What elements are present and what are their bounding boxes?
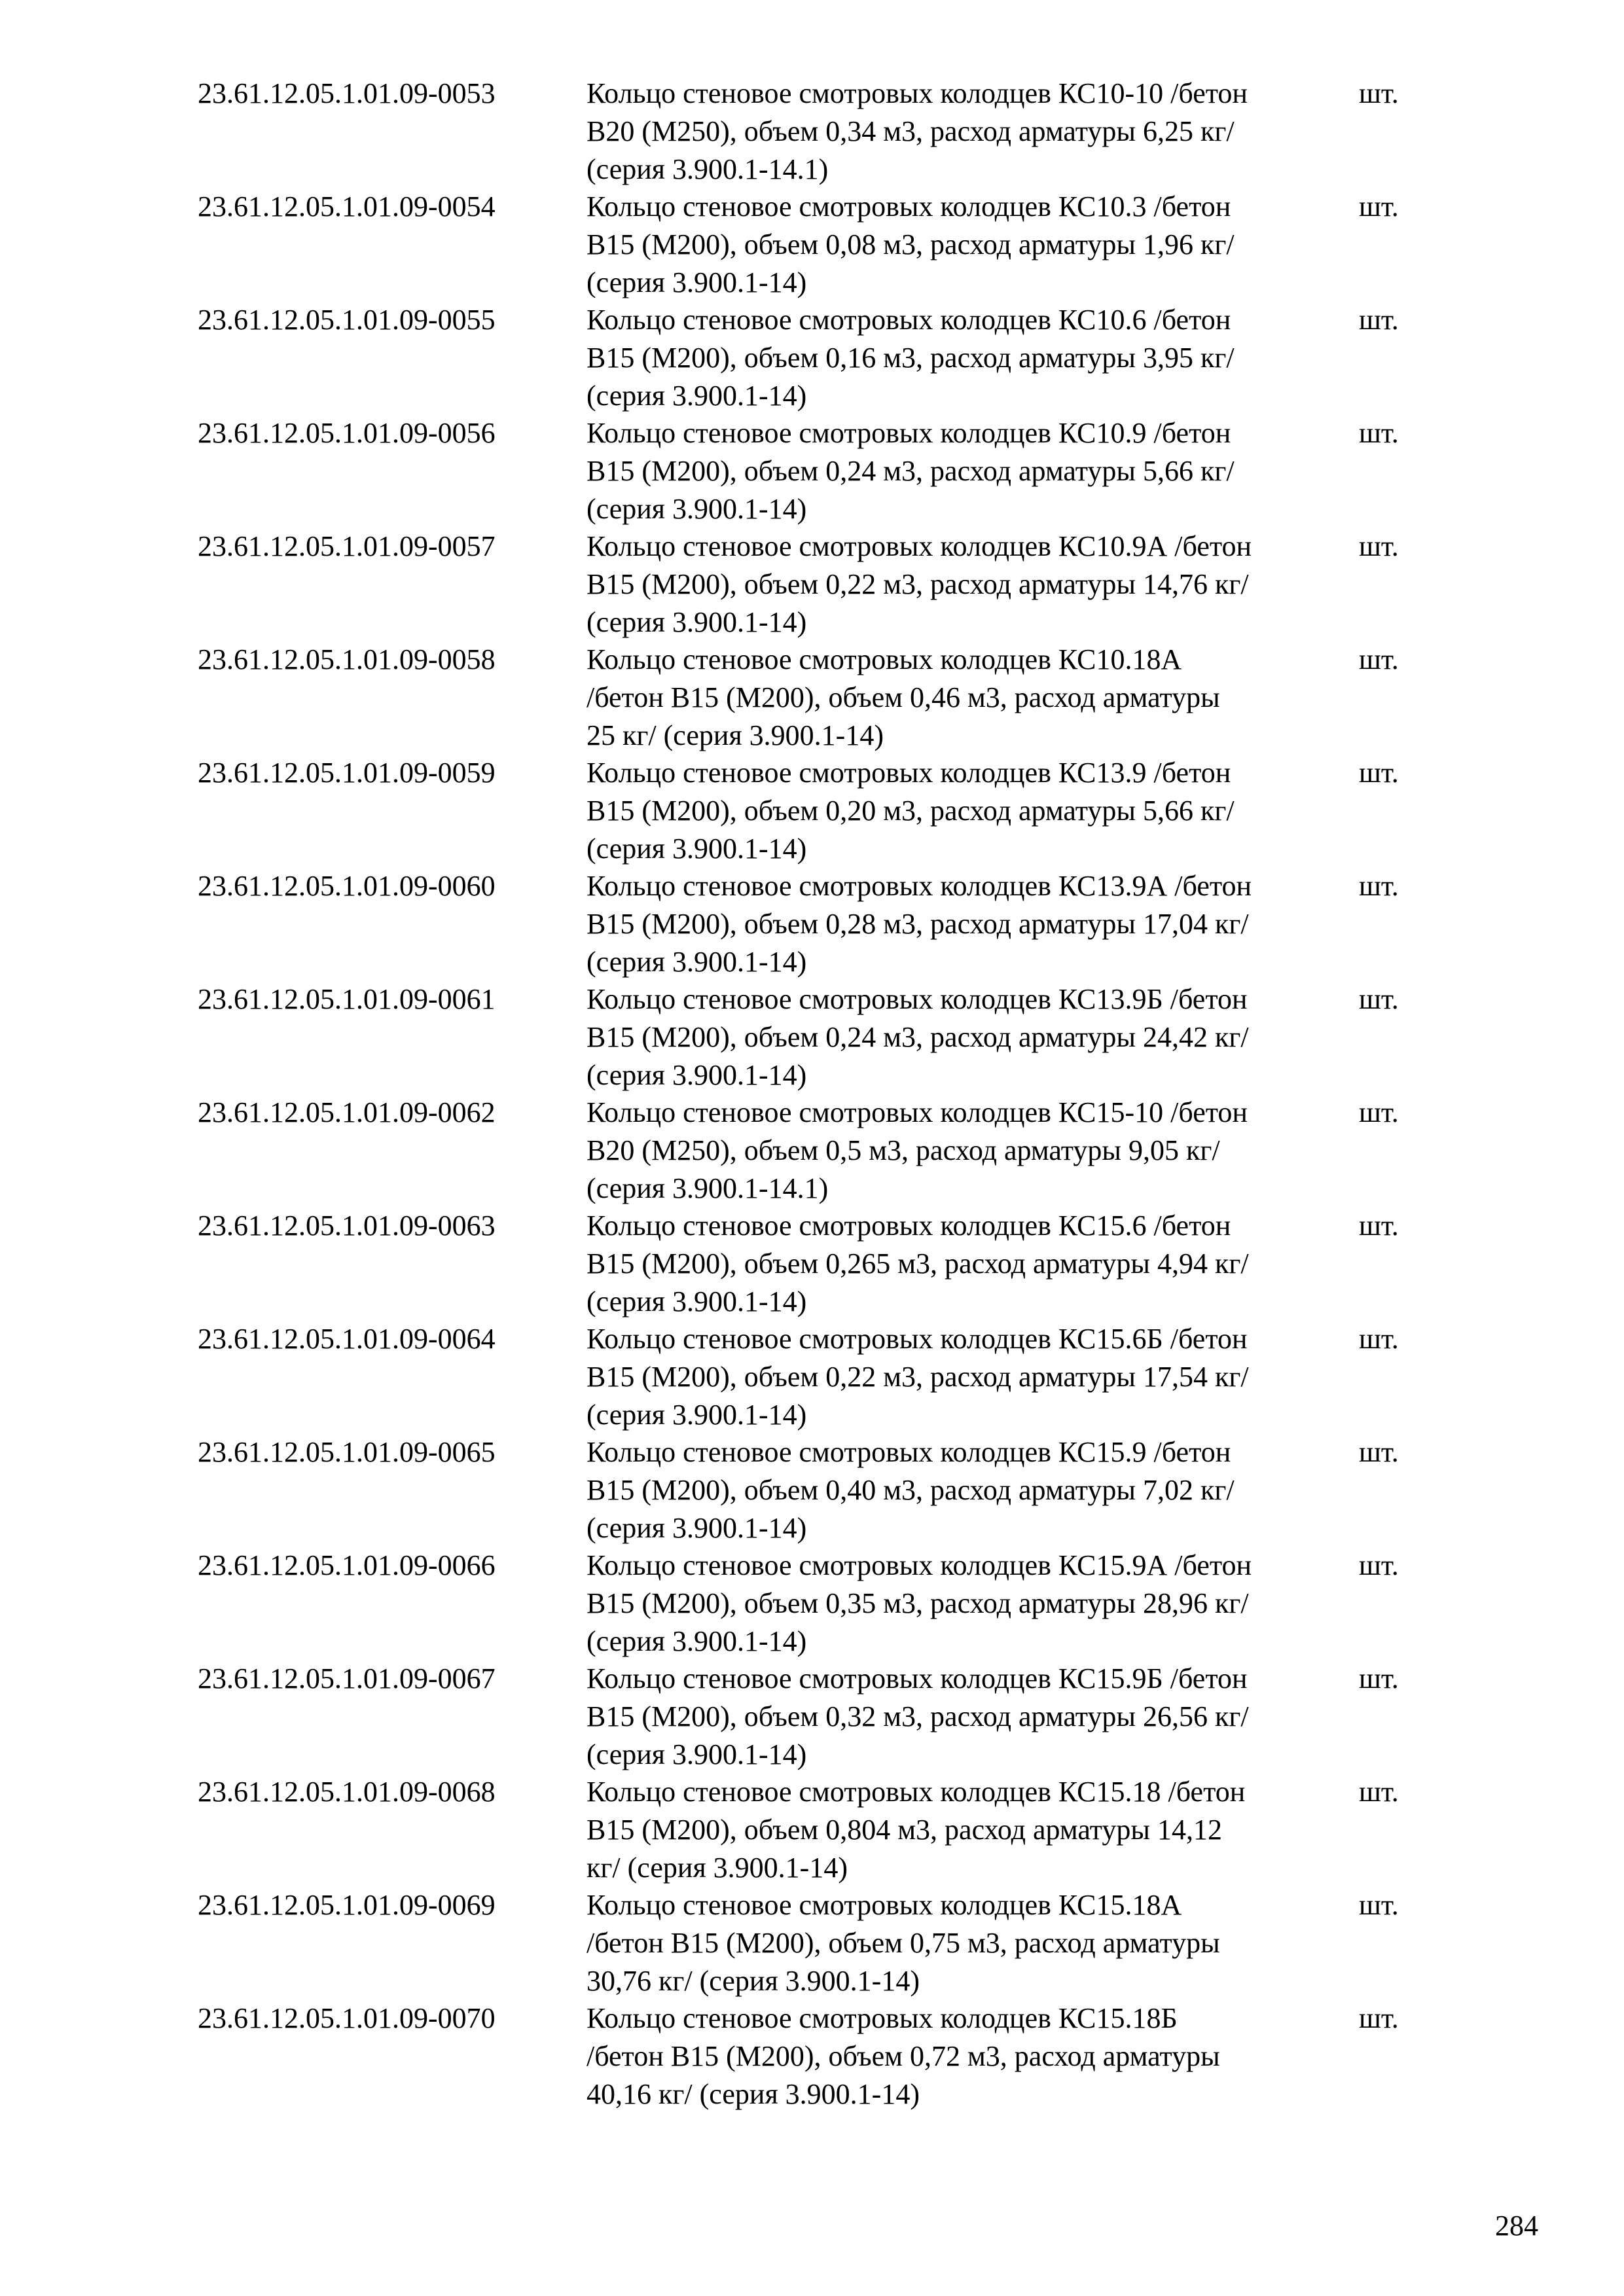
description-line: В20 (М250), объем 0,34 м3, расход арматуры 6,25 кг/ <box>586 115 1235 147</box>
description-line: (серия 3.900.1-14.1) <box>586 1172 829 1204</box>
description-line: Кольцо стеновое смотровых колодцев КС10.18А <box>586 643 1182 675</box>
description-line: кг/ (серия 3.900.1-14) <box>586 1852 848 1884</box>
resource-unit: шт. <box>1359 530 1399 562</box>
resource-description <box>586 301 1352 415</box>
resource-list <box>0 75 1624 2113</box>
resource-unit: шт. <box>1359 1889 1399 1921</box>
resource-description <box>586 1320 1352 1434</box>
description-line: Кольцо стеновое смотровых колодцев КС15.18А <box>586 1889 1182 1921</box>
resource-unit: шт. <box>1359 1549 1399 1581</box>
resource-code: 23.61.12.05.1.01.09-0066 <box>198 1549 496 1581</box>
description-line: В15 (М200), объем 0,22 м3, расход арматуры 14,76 кг/ <box>586 568 1249 600</box>
resource-code: 23.61.12.05.1.01.09-0056 <box>198 417 496 449</box>
resource-row <box>0 1660 1624 1773</box>
description-line: (серия 3.900.1-14) <box>586 493 807 525</box>
description-line: Кольцо стеновое смотровых колодцев КС15.6 /бетон <box>586 1210 1231 1242</box>
resource-code: 23.61.12.05.1.01.09-0054 <box>198 190 496 223</box>
resource-code: 23.61.12.05.1.01.09-0061 <box>198 983 496 1015</box>
description-line: Кольцо стеновое смотровых колодцев КС13.9 /бетон <box>586 757 1231 789</box>
description-line: Кольцо стеновое смотровых колодцев КС10-10 /бетон <box>586 77 1248 109</box>
resource-row <box>0 528 1624 641</box>
resource-unit: шт. <box>1359 757 1399 789</box>
resource-code: 23.61.12.05.1.01.09-0060 <box>198 870 496 902</box>
description-line: 40,16 кг/ (серия 3.900.1-14) <box>586 2078 920 2110</box>
resource-code: 23.61.12.05.1.01.09-0063 <box>198 1210 496 1242</box>
resource-unit: шт. <box>1359 190 1399 223</box>
description-line: В15 (М200), объем 0,20 м3, расход арматуры 5,66 кг/ <box>586 795 1235 827</box>
resource-unit: шт. <box>1359 1662 1399 1695</box>
resource-description <box>586 188 1352 302</box>
resource-code: 23.61.12.05.1.01.09-0070 <box>198 2002 496 2034</box>
description-line: Кольцо стеновое смотровых колодцев КС10.9 /бетон <box>586 417 1231 449</box>
description-line: В15 (М200), объем 0,804 м3, расход арматуры 14,12 <box>586 1814 1222 1846</box>
description-line: (серия 3.900.1-14) <box>586 1059 807 1091</box>
description-line: (серия 3.900.1-14) <box>586 1512 807 1544</box>
resource-code: 23.61.12.05.1.01.09-0068 <box>198 1776 496 1808</box>
resource-description <box>586 1886 1352 2000</box>
resource-row <box>0 188 1624 301</box>
description-line: (серия 3.900.1-14.1) <box>586 153 829 185</box>
resource-unit: шт. <box>1359 1096 1399 1128</box>
resource-code: 23.61.12.05.1.01.09-0065 <box>198 1436 496 1468</box>
resource-row <box>0 1207 1624 1320</box>
resource-description <box>586 1660 1352 1774</box>
resource-description <box>586 414 1352 528</box>
resource-description <box>586 980 1352 1094</box>
description-line: (серия 3.900.1-14) <box>586 1399 807 1431</box>
description-line: Кольцо стеновое смотровых колодцев КС15.9Б /бетон <box>586 1662 1248 1695</box>
description-line: Кольцо стеновое смотровых колодцев КС15.18 /бетон <box>586 1776 1246 1808</box>
description-line: 30,76 кг/ (серия 3.900.1-14) <box>586 1965 920 1997</box>
description-line: Кольцо стеновое смотровых колодцев КС15.9 /бетон <box>586 1436 1231 1468</box>
resource-unit: шт. <box>1359 870 1399 902</box>
description-line: (серия 3.900.1-14) <box>586 1738 807 1770</box>
description-line: В15 (М200), объем 0,08 м3, расход арматуры 1,96 кг/ <box>586 228 1235 260</box>
resource-description <box>586 754 1352 868</box>
resource-code: 23.61.12.05.1.01.09-0062 <box>198 1096 496 1128</box>
resource-row <box>0 1547 1624 1660</box>
resource-description <box>586 1433 1352 1547</box>
description-line: В15 (М200), объем 0,22 м3, расход арматуры 17,54 кг/ <box>586 1361 1249 1393</box>
description-line: Кольцо стеновое смотровых колодцев КС10.6 /бетон <box>586 304 1231 336</box>
description-line: В15 (М200), объем 0,35 м3, расход арматуры 28,96 кг/ <box>586 1587 1249 1619</box>
description-line: 25 кг/ (серия 3.900.1-14) <box>586 719 884 751</box>
resource-unit: шт. <box>1359 77 1399 109</box>
resource-code: 23.61.12.05.1.01.09-0064 <box>198 1323 496 1355</box>
resource-description <box>586 1207 1352 1321</box>
description-line: (серия 3.900.1-14) <box>586 1625 807 1657</box>
resource-row <box>0 414 1624 528</box>
resource-unit: шт. <box>1359 1323 1399 1355</box>
resource-code: 23.61.12.05.1.01.09-0053 <box>198 77 496 109</box>
resource-description <box>586 1773 1352 1887</box>
resource-row <box>0 641 1624 754</box>
description-line: В15 (М200), объем 0,265 м3, расход арматуры 4,94 кг/ <box>586 1247 1249 1280</box>
description-line: В15 (М200), объем 0,16 м3, расход арматуры 3,95 кг/ <box>586 342 1235 374</box>
resource-unit: шт. <box>1359 983 1399 1015</box>
resource-code: 23.61.12.05.1.01.09-0058 <box>198 643 496 675</box>
resource-description <box>586 528 1352 641</box>
description-line: (серия 3.900.1-14) <box>586 946 807 978</box>
resource-row <box>0 75 1624 188</box>
description-line: Кольцо стеновое смотровых колодцев КС15.9А /бетон <box>586 1549 1252 1581</box>
resource-row <box>0 1886 1624 2000</box>
resource-unit: шт. <box>1359 643 1399 675</box>
resource-unit: шт. <box>1359 1210 1399 1242</box>
resource-code: 23.61.12.05.1.01.09-0059 <box>198 757 496 789</box>
resource-row <box>0 301 1624 414</box>
description-line: Кольцо стеновое смотровых колодцев КС15-10 /бетон <box>586 1096 1248 1128</box>
resource-unit: шт. <box>1359 1776 1399 1808</box>
description-line: (серия 3.900.1-14) <box>586 1285 807 1318</box>
resource-description <box>586 1094 1352 1208</box>
description-line: В15 (М200), объем 0,28 м3, расход арматуры 17,04 кг/ <box>586 908 1249 940</box>
description-line: В15 (М200), объем 0,32 м3, расход арматуры 26,56 кг/ <box>586 1700 1249 1732</box>
description-line: (серия 3.900.1-14) <box>586 606 807 638</box>
resource-description <box>586 1547 1352 1660</box>
description-line: Кольцо стеновое смотровых колодцев КС15.6Б /бетон <box>586 1323 1248 1355</box>
resource-row <box>0 1094 1624 1207</box>
resource-code: 23.61.12.05.1.01.09-0055 <box>198 304 496 336</box>
resource-unit: шт. <box>1359 417 1399 449</box>
resource-description <box>586 867 1352 981</box>
resource-row <box>0 1433 1624 1547</box>
resource-unit: шт. <box>1359 304 1399 336</box>
description-line: Кольцо стеновое смотровых колодцев КС15.18Б <box>586 2002 1178 2034</box>
resource-description <box>586 75 1352 188</box>
description-line: Кольцо стеновое смотровых колодцев КС13.9Б /бетон <box>586 983 1248 1015</box>
description-line: (серия 3.900.1-14) <box>586 266 807 298</box>
description-line: Кольцо стеновое смотровых колодцев КС10.3 /бетон <box>586 190 1231 223</box>
description-line: Кольцо стеновое смотровых колодцев КС13.9А /бетон <box>586 870 1252 902</box>
description-line: /бетон В15 (М200), объем 0,72 м3, расход арматуры <box>586 2040 1220 2072</box>
description-line: /бетон В15 (М200), объем 0,75 м3, расход арматуры <box>586 1927 1220 1959</box>
resource-row <box>0 980 1624 1094</box>
description-line: Кольцо стеновое смотровых колодцев КС10.9А /бетон <box>586 530 1252 562</box>
description-line: В15 (М200), объем 0,40 м3, расход арматуры 7,02 кг/ <box>586 1474 1235 1506</box>
resource-unit: шт. <box>1359 2002 1399 2034</box>
description-line: (серия 3.900.1-14) <box>586 833 807 865</box>
resource-row <box>0 1773 1624 1886</box>
resource-unit: шт. <box>1359 1436 1399 1468</box>
resource-code: 23.61.12.05.1.01.09-0067 <box>198 1662 496 1695</box>
resource-row <box>0 754 1624 867</box>
description-line: В20 (М250), объем 0,5 м3, расход арматуры 9,05 кг/ <box>586 1134 1220 1166</box>
resource-code: 23.61.12.05.1.01.09-0057 <box>198 530 496 562</box>
resource-description <box>586 2000 1352 2113</box>
page-number: 284 <box>1495 2210 1538 2242</box>
description-line: В15 (М200), объем 0,24 м3, расход арматуры 24,42 кг/ <box>586 1021 1249 1053</box>
resource-row <box>0 867 1624 980</box>
description-line: (серия 3.900.1-14) <box>586 380 807 412</box>
description-line: В15 (М200), объем 0,24 м3, расход арматуры 5,66 кг/ <box>586 455 1235 487</box>
resource-row <box>0 1320 1624 1433</box>
resource-code: 23.61.12.05.1.01.09-0069 <box>198 1889 496 1921</box>
resource-row <box>0 2000 1624 2113</box>
resource-description <box>586 641 1352 755</box>
description-line: /бетон В15 (М200), объем 0,46 м3, расход арматуры <box>586 681 1220 713</box>
